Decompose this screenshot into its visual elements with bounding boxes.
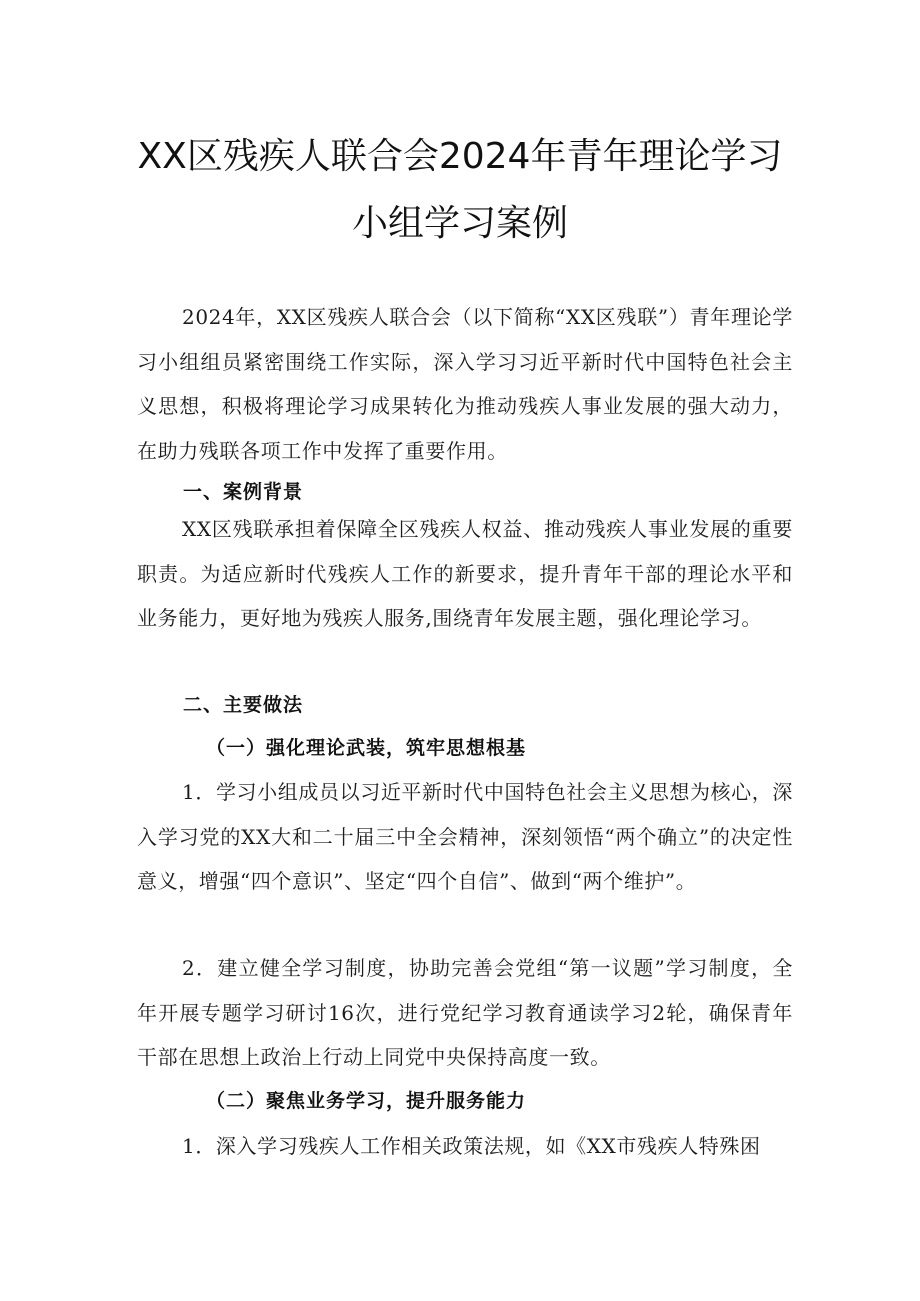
document-title-line-2: 小组学习案例 — [351, 203, 568, 244]
list-item-1-1: 1．学习小组成员以习近平新时代中国特色社会主义思想为核心，深入学习党的XX大和二十届三中全会精神，深刻领悟“两个确立”的决定性意义，增强“四个意识”、坚定“四个自信”、做到“两个维护”。 — [137, 780, 793, 893]
list-item-2-1: 1．深入学习残疾人工作相关政策法规，如《XX市残疾人特殊困 — [182, 1134, 761, 1158]
background-paragraph: XX区残联承担着保障全区残疾人权益、推动残疾人事业发展的重要职责。为适应新时代残疾人工作的新要求，提升青年干部的理论水平和业务能力，更好地为残疾人服务,围绕青年发展主题，强化理论学习。 — [137, 517, 793, 630]
subsection-heading-theory: （一）强化理论武装，筑牢思想根基 — [206, 737, 527, 759]
section-heading-background: 一、案例背景 — [183, 481, 304, 503]
intro-paragraph: 2024年，XX区残疾人联合会（以下简称“XX区残联”）青年理论学习小组组员紧密围绕工作实际，深入学习习近平新时代中国特色社会主义思想，积极将理论学习成果转化为推动残疾人事业发展的强大动力，在助力残联各项工作中发挥了重要作用。 — [137, 305, 793, 463]
section-heading-main-practices: 二、主要做法 — [183, 694, 304, 716]
document-title-line-1: XX区残疾人联合会2024年青年理论学习 — [137, 136, 783, 177]
subsection-heading-business: （二）聚焦业务学习，提升服务能力 — [206, 1090, 527, 1112]
list-item-1-2: 2．建立健全学习制度，协助完善会党组“第一议题”学习制度，全年开展专题学习研讨16次，进行党纪学习教育通读学习2轮，确保青年干部在思想上政治上行动上同党中央保持高度一致。 — [137, 956, 793, 1069]
